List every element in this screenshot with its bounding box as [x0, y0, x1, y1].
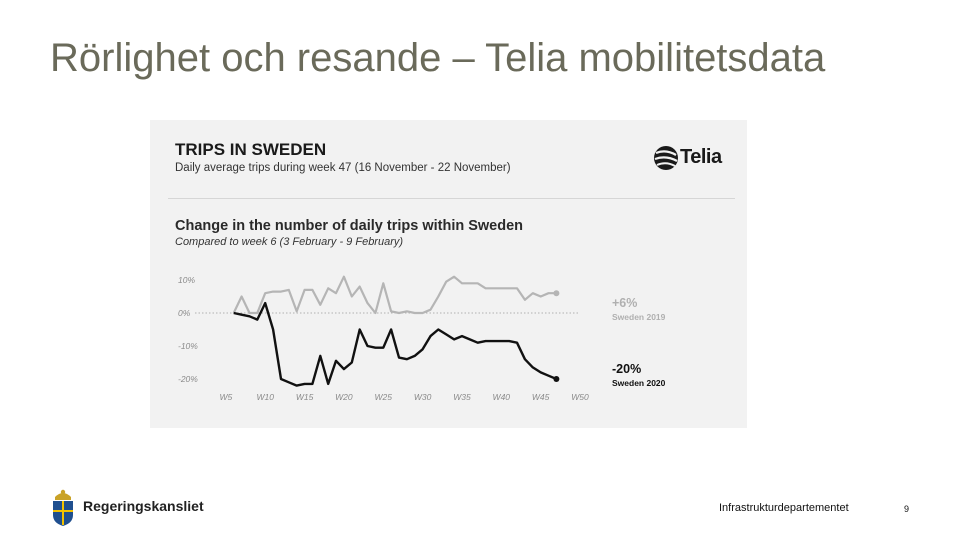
line-chart	[150, 120, 747, 428]
series-name-label: Sweden 2020	[612, 378, 666, 388]
card-title: TRIPS IN SWEDEN	[175, 140, 327, 159]
y-tick-label: 10%	[178, 275, 196, 285]
y-tick-label: -20%	[178, 374, 198, 384]
series-name-label: Sweden 2019	[612, 312, 666, 322]
x-tick-label: W10	[256, 392, 274, 402]
chart-title: Change in the number of daily trips within Sweden	[175, 218, 524, 234]
x-tick-label: W5	[219, 392, 233, 402]
x-tick-label: W45	[531, 392, 550, 402]
telia-logo-text: Telia	[680, 146, 722, 168]
chart-card	[150, 120, 747, 428]
series-end-value: -20%	[612, 362, 642, 376]
chart-subtitle: Compared to week 6 (3 February - 9 February)	[175, 236, 404, 248]
series-endpoint-2019	[553, 290, 559, 296]
x-tick-label: W15	[295, 392, 314, 402]
x-tick-label: W30	[413, 392, 432, 402]
x-tick-label: W35	[453, 392, 471, 402]
government-crest-icon	[50, 487, 76, 527]
page-number: 9	[904, 504, 910, 514]
series-line-2020	[234, 303, 557, 386]
slide-title: Rörlighet och resande – Telia mobilitetsdata	[50, 36, 826, 80]
footer-organization: Regeringskansliet	[83, 498, 204, 514]
series-end-value: +6%	[612, 296, 638, 310]
series-line-2019	[234, 277, 557, 313]
y-tick-label: -10%	[178, 341, 198, 351]
x-tick-label: W40	[492, 392, 511, 402]
footer-department: Infrastrukturdepartementet	[719, 502, 849, 514]
y-tick-label: 0%	[178, 308, 191, 318]
series-endpoint-2020	[553, 376, 559, 382]
x-tick-label: W50	[571, 392, 589, 402]
x-tick-label: W20	[335, 392, 353, 402]
x-tick-label: W25	[374, 392, 393, 402]
card-subtitle: Daily average trips during week 47 (16 November - 22 November)	[175, 162, 511, 174]
